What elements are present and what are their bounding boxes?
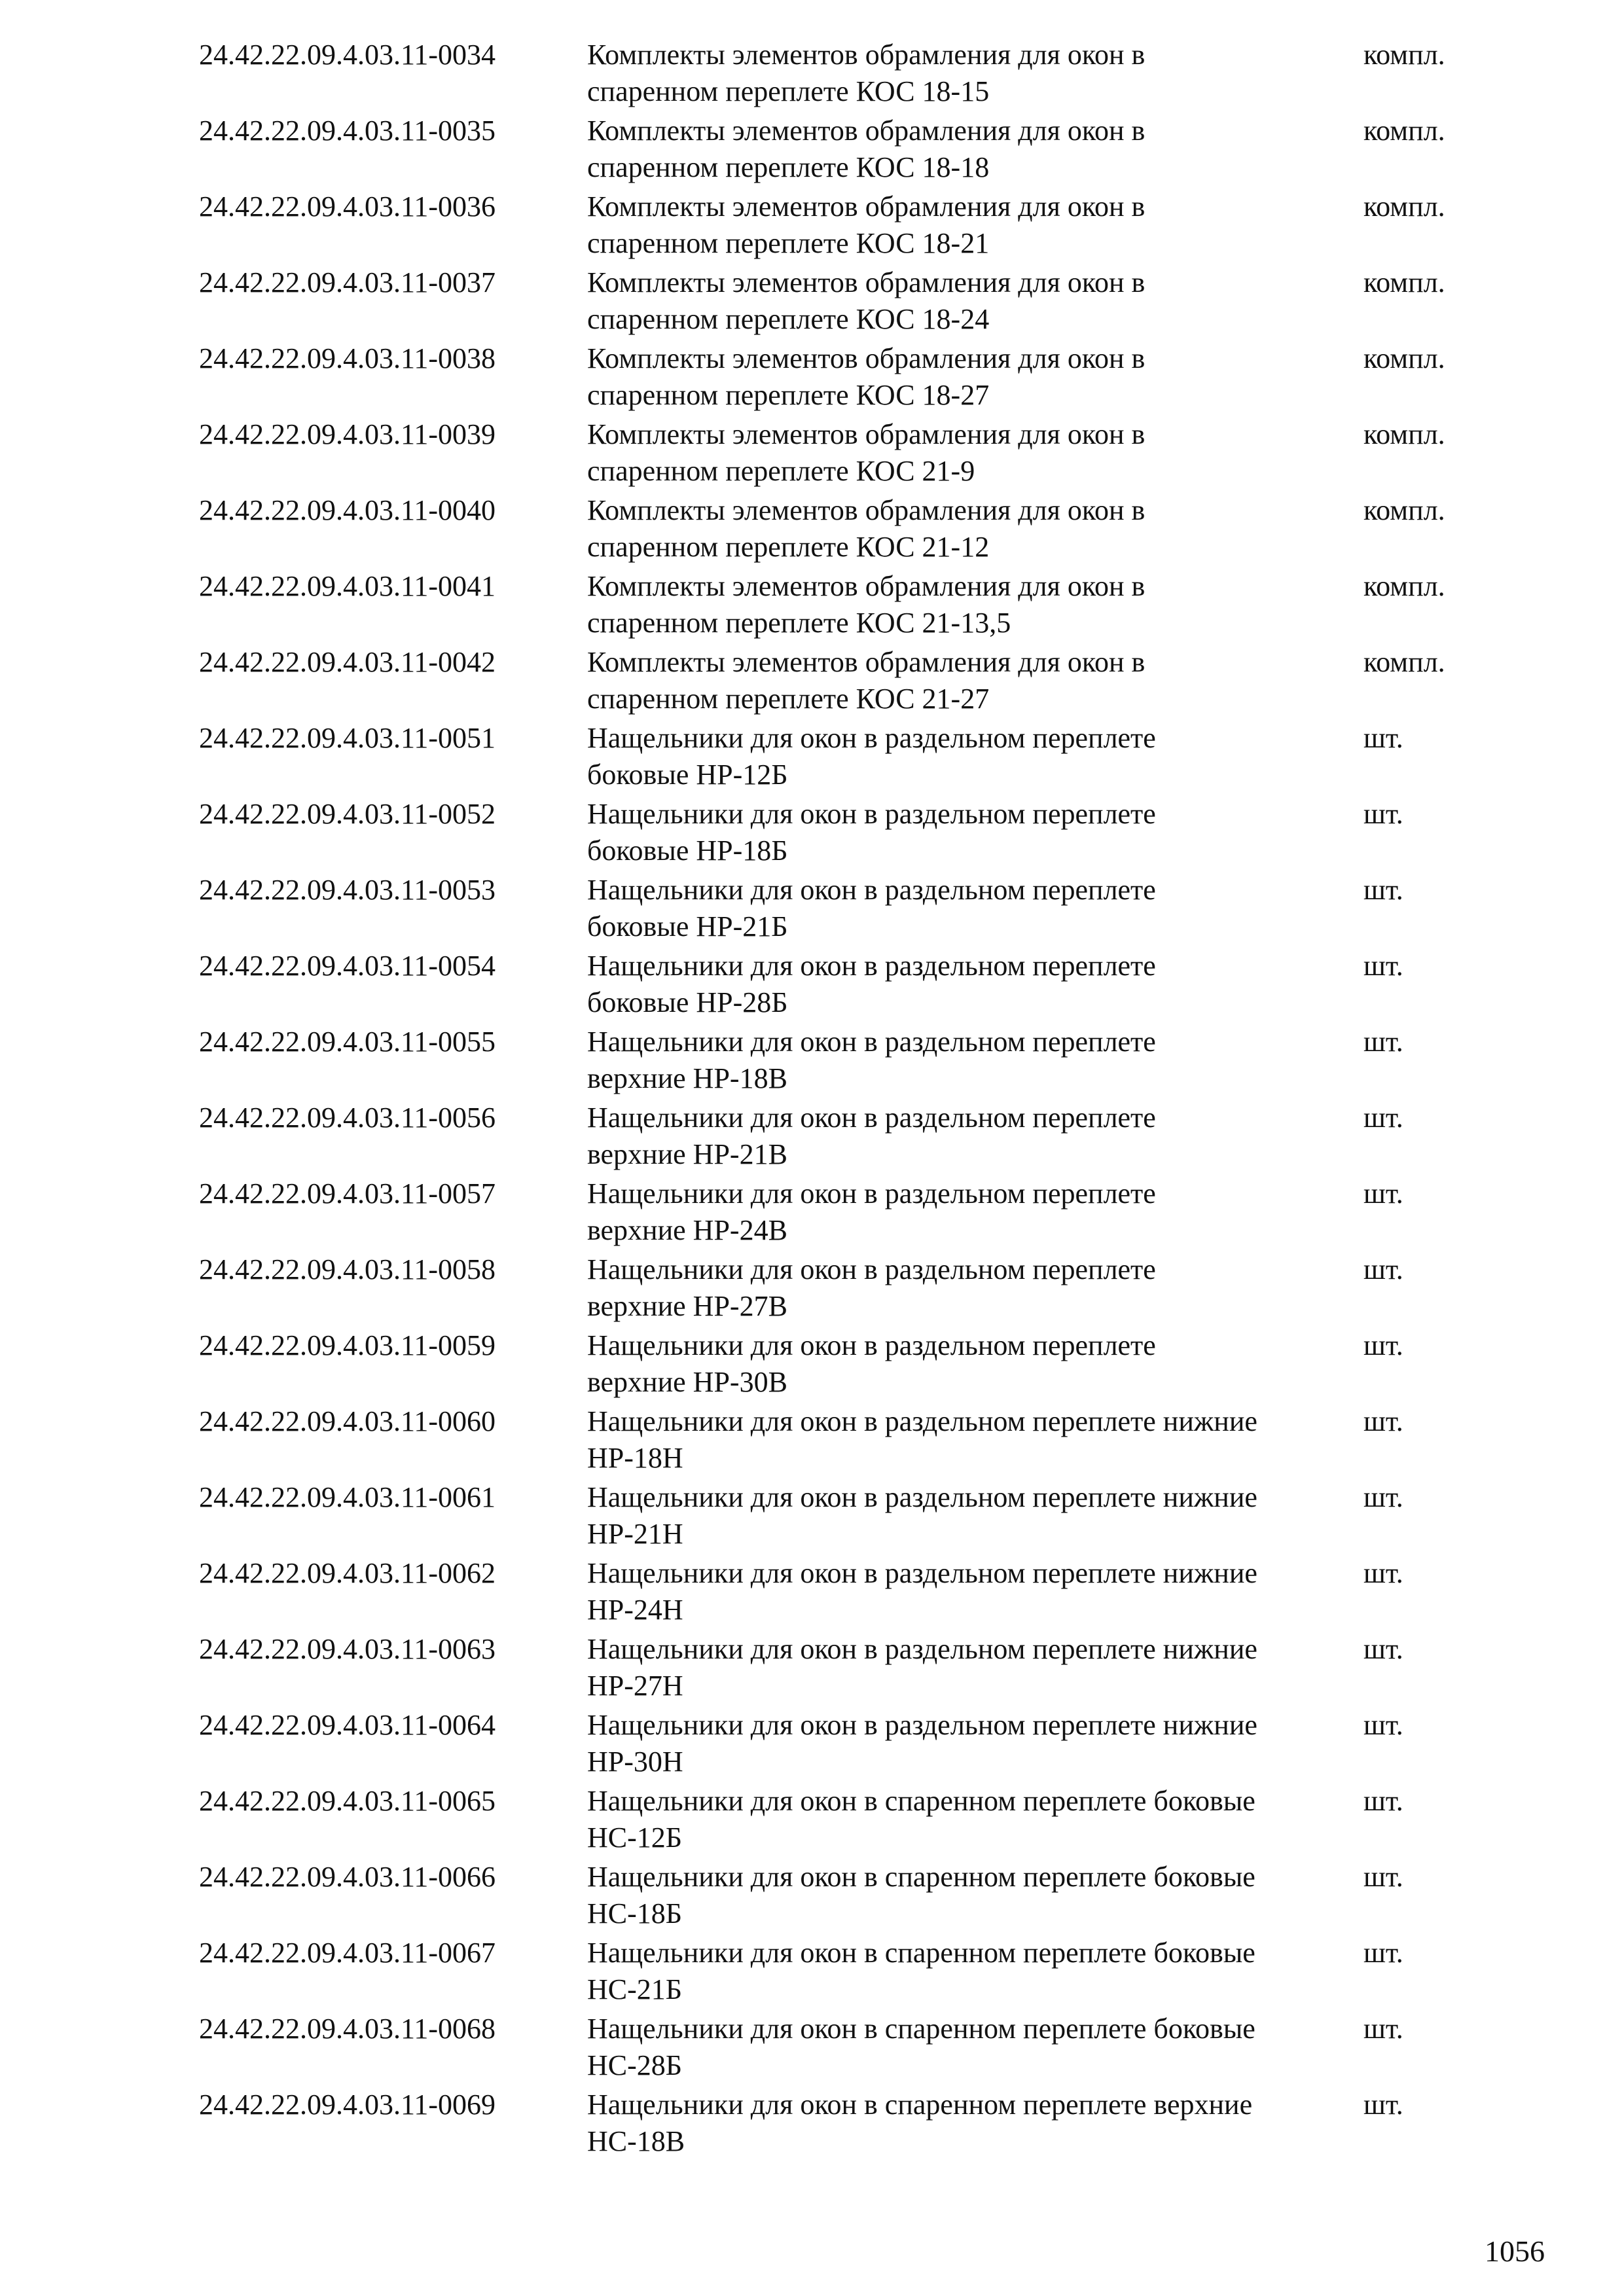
table-row [0,872,1624,948]
item-description-line: верхние НР-18В [587,1062,787,1094]
item-description-line: Комплекты элементов обрамления для окон в [587,190,1146,223]
item-code: 24.42.22.09.4.03.11-0051 [199,722,496,754]
item-unit: шт. [1363,1861,1403,1893]
item-description [587,37,1373,110]
item-description-line: НС-18В [587,2125,685,2157]
item-description-line: спаренном переплете КОС 21-12 [587,531,990,563]
item-description-line: НС-28Б [587,2049,683,2081]
item-description-line: спаренном переплете КОС 21-13,5 [587,607,1011,639]
item-description-line: Нащельники для окон в раздельном переплете [587,1177,1156,1210]
table-row [0,264,1624,340]
item-description-line: Нащельники для окон в раздельном переплете нижние [587,1633,1257,1665]
item-description [587,720,1373,793]
item-description-line: Нащельники для окон в раздельном переплете нижние [587,1405,1257,1437]
item-description-line: Нащельники для окон в раздельном переплете нижние [587,1481,1257,1513]
table-row [0,1251,1624,1327]
item-description [587,264,1373,338]
item-description-line: Нащельники для окон в раздельном переплете [587,874,1156,906]
table-row [0,1935,1624,2011]
item-unit: шт. [1363,1405,1403,1437]
item-description-line: Комплекты элементов обрамления для окон в [587,115,1146,147]
table-row [0,1555,1624,1631]
item-description [587,568,1373,641]
item-code: 24.42.22.09.4.03.11-0060 [199,1405,496,1437]
item-unit: шт. [1363,1177,1403,1210]
item-description [587,188,1373,262]
item-description [587,1100,1373,1173]
item-code: 24.42.22.09.4.03.11-0039 [199,418,496,450]
item-unit: компл. [1363,418,1445,450]
table-row [0,1859,1624,1935]
item-unit: компл. [1363,39,1445,71]
item-description-line: Нащельники для окон в раздельном переплете [587,722,1156,754]
item-description-line: Нащельники для окон в раздельном переплете [587,1253,1156,1285]
table-row [0,416,1624,492]
item-code: 24.42.22.09.4.03.11-0052 [199,798,496,830]
table-row [0,720,1624,796]
item-unit: шт. [1363,2089,1403,2121]
table-row [0,1631,1624,1707]
item-unit: шт. [1363,1481,1403,1513]
item-description-line: Нащельники для окон в раздельном переплете нижние [587,1709,1257,1741]
item-unit: шт. [1363,1026,1403,1058]
item-unit: шт. [1363,950,1403,982]
table-row [0,37,1624,113]
item-description-line: Нащельники для окон в раздельном переплете [587,1026,1156,1058]
item-unit: шт. [1363,1557,1403,1589]
item-unit: шт. [1363,798,1403,830]
item-code: 24.42.22.09.4.03.11-0037 [199,266,496,298]
item-code: 24.42.22.09.4.03.11-0034 [199,39,496,71]
item-code: 24.42.22.09.4.03.11-0059 [199,1329,496,1361]
item-description [587,340,1373,414]
item-description-line: НС-12Б [587,1821,683,1854]
item-unit: шт. [1363,1709,1403,1741]
item-description-line: спаренном переплете КОС 21-9 [587,455,975,487]
item-code: 24.42.22.09.4.03.11-0057 [199,1177,496,1210]
item-unit: компл. [1363,494,1445,526]
item-unit: шт. [1363,2013,1403,2045]
table-row [0,2011,1624,2087]
item-code: 24.42.22.09.4.03.11-0067 [199,1937,496,1969]
item-description-line: спаренном переплете КОС 18-27 [587,379,990,411]
item-code: 24.42.22.09.4.03.11-0056 [199,1102,496,1134]
item-description-line: верхние НР-21В [587,1138,787,1170]
item-code: 24.42.22.09.4.03.11-0066 [199,1861,496,1893]
item-description [587,1631,1373,1704]
item-description [587,948,1373,1021]
item-description [587,1024,1373,1097]
item-description-line: Нащельники для окон в раздельном переплете [587,950,1156,982]
item-description-line: НР-27Н [587,1670,683,1702]
item-description [587,1935,1373,2008]
item-description-line: Нащельники для окон в раздельном переплете [587,798,1156,830]
item-code: 24.42.22.09.4.03.11-0055 [199,1026,496,1058]
item-code: 24.42.22.09.4.03.11-0041 [199,570,496,602]
item-description-line: НР-18Н [587,1442,683,1474]
item-unit: компл. [1363,266,1445,298]
table-row [0,1024,1624,1100]
table-row [0,1479,1624,1555]
item-code: 24.42.22.09.4.03.11-0069 [199,2089,496,2121]
table-row [0,492,1624,568]
table-row [0,1783,1624,1859]
item-description [587,416,1373,490]
item-description [587,1555,1373,1628]
item-unit: компл. [1363,190,1445,223]
item-code: 24.42.22.09.4.03.11-0064 [199,1709,496,1741]
item-code: 24.42.22.09.4.03.11-0063 [199,1633,496,1665]
table-row [0,340,1624,416]
item-description [587,1707,1373,1780]
item-description [587,1327,1373,1401]
item-code: 24.42.22.09.4.03.11-0042 [199,646,496,678]
item-code: 24.42.22.09.4.03.11-0068 [199,2013,496,2045]
item-unit: шт. [1363,1253,1403,1285]
item-description-line: Нащельники для окон в спаренном переплете верхние [587,2089,1253,2121]
table-row [0,1327,1624,1403]
item-description-line: спаренном переплете КОС 18-15 [587,75,990,107]
item-unit: компл. [1363,646,1445,678]
table-row [0,796,1624,872]
table-row [0,2087,1624,2162]
item-unit: шт. [1363,1329,1403,1361]
item-unit: шт. [1363,722,1403,754]
item-description-line: спаренном переплете КОС 18-24 [587,303,990,335]
item-description-line: НР-21Н [587,1518,683,1550]
item-description [587,1783,1373,1856]
item-description-line: спаренном переплете КОС 21-27 [587,683,990,715]
table-row [0,1403,1624,1479]
item-description-line: Нащельники для окон в раздельном переплете нижние [587,1557,1257,1589]
item-code: 24.42.22.09.4.03.11-0036 [199,190,496,223]
table-row [0,948,1624,1024]
item-code: 24.42.22.09.4.03.11-0035 [199,115,496,147]
item-unit: шт. [1363,1633,1403,1665]
table-row [0,568,1624,644]
item-description [587,644,1373,717]
item-description-line: Комплекты элементов обрамления для окон в [587,342,1146,374]
item-description-line: НС-21Б [587,1973,683,2005]
item-description [587,492,1373,565]
table-row [0,1175,1624,1251]
table-row [0,644,1624,720]
item-unit: шт. [1363,874,1403,906]
item-code: 24.42.22.09.4.03.11-0038 [199,342,496,374]
item-description-line: Нащельники для окон в раздельном переплете [587,1102,1156,1134]
item-description [587,2011,1373,2084]
item-code: 24.42.22.09.4.03.11-0040 [199,494,496,526]
item-description [587,872,1373,945]
table-row [0,1707,1624,1783]
item-description-line: Комплекты элементов обрамления для окон в [587,570,1146,602]
table-row [0,113,1624,188]
item-unit: компл. [1363,342,1445,374]
item-code: 24.42.22.09.4.03.11-0053 [199,874,496,906]
item-description-line: боковые НР-12Б [587,759,788,791]
item-description-line: боковые НР-21Б [587,910,788,942]
item-description [587,1859,1373,1932]
item-code: 24.42.22.09.4.03.11-0054 [199,950,496,982]
item-unit: компл. [1363,570,1445,602]
item-description-line: НС-18Б [587,1897,683,1929]
item-description-line: НР-24Н [587,1594,683,1626]
item-description-line: спаренном переплете КОС 18-18 [587,151,990,183]
item-code: 24.42.22.09.4.03.11-0058 [199,1253,496,1285]
item-description-line: Нащельники для окон в спаренном переплете боковые [587,1785,1255,1817]
page-number: 1056 [1485,2234,1545,2268]
item-description [587,1251,1373,1325]
item-description [587,1479,1373,1552]
item-description [587,113,1373,186]
item-code: 24.42.22.09.4.03.11-0065 [199,1785,496,1817]
item-description-line: Нащельники для окон в раздельном переплете [587,1329,1156,1361]
item-description [587,1403,1373,1477]
item-unit: компл. [1363,115,1445,147]
item-description-line: НР-30Н [587,1746,683,1778]
item-description-line: Комплекты элементов обрамления для окон в [587,418,1146,450]
item-description-line: Комплекты элементов обрамления для окон в [587,646,1146,678]
item-description-line: Комплекты элементов обрамления для окон в [587,494,1146,526]
item-description-line: верхние НР-27В [587,1290,787,1322]
item-unit: шт. [1363,1937,1403,1969]
table-row [0,188,1624,264]
item-code: 24.42.22.09.4.03.11-0061 [199,1481,496,1513]
item-code: 24.42.22.09.4.03.11-0062 [199,1557,496,1589]
item-description-line: Нащельники для окон в спаренном переплете боковые [587,1937,1255,1969]
item-description-line: верхние НР-24В [587,1214,787,1246]
item-description [587,796,1373,869]
item-description-line: Комплекты элементов обрамления для окон в [587,266,1146,298]
item-description [587,2087,1373,2160]
item-description-line: Нащельники для окон в спаренном переплете боковые [587,2013,1255,2045]
item-description-line: спаренном переплете КОС 18-21 [587,227,990,259]
item-description-line: Комплекты элементов обрамления для окон в [587,39,1146,71]
item-unit: шт. [1363,1102,1403,1134]
item-description-line: верхние НР-30В [587,1366,787,1398]
table-row [0,1100,1624,1175]
item-description [587,1175,1373,1249]
item-description-line: боковые НР-18Б [587,834,788,867]
item-description-line: боковые НР-28Б [587,986,788,1018]
item-unit: шт. [1363,1785,1403,1817]
price-list-table [0,37,1624,2162]
item-description-line: Нащельники для окон в спаренном переплете боковые [587,1861,1255,1893]
